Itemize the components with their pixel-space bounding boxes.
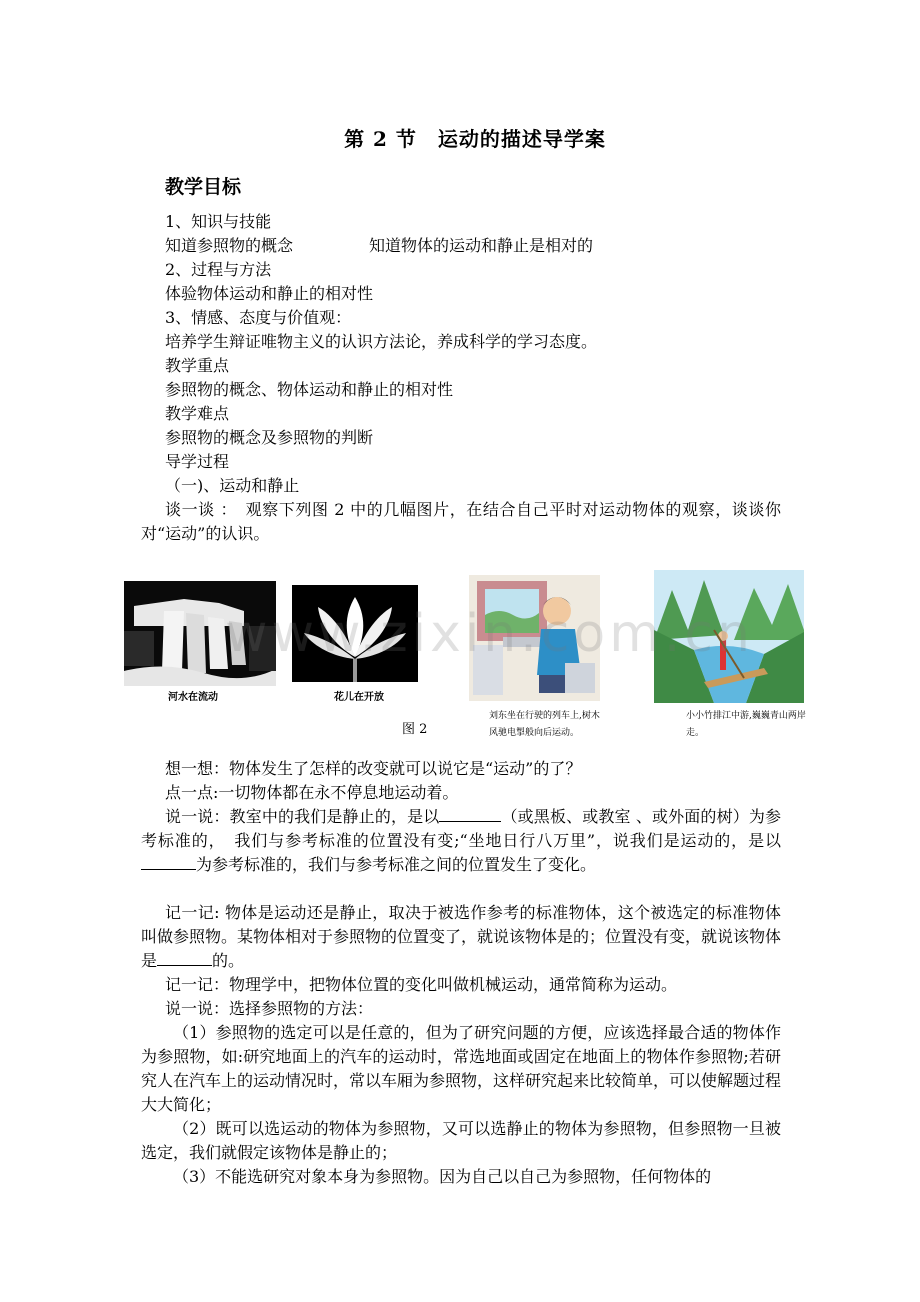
watermark: www.zixin.com.cn [225, 604, 754, 664]
page-title: 第 2 节 运动的描述导学案 [344, 127, 606, 151]
talk-paragraph: 谈一谈 ： 观察下列图 2 中的几幅图片，在结合自己平时对运动物体的观察，谈谈你对“运动”的认识。 [141, 500, 781, 543]
process-heading: 导学过程 [165, 452, 230, 471]
say1-part-b: （或黑板、或教室 、或外面的树）为参考标准的， 我们与参考标准的位置没有变;“坐地日行八万里”，说我们是运动的，是以 [141, 807, 781, 850]
note1-part-b: 的。 [212, 951, 245, 970]
flower-label: 花儿在开放 [334, 692, 384, 703]
train-label: 刘东坐在行驶的列车上,树木风驰电掣般向后运动。 [489, 711, 600, 738]
objective-3-item: 培养学生辩证唯物主义的认识方法论，养成科学的学习态度。 [165, 332, 598, 351]
raft-label: 小小竹排江中游,巍巍青山两岸走。 [686, 711, 806, 738]
point-paragraph: 点一点:一切物体都在永不停息地运动着。 [165, 783, 459, 802]
objective-1-item-b: 知道物体的运动和静止是相对的 [369, 236, 594, 255]
objective-1-item-a: 知道参照物的概念 [165, 236, 294, 255]
part-1-heading: （一)、运动和静止 [165, 476, 300, 495]
blank-1[interactable] [439, 807, 501, 822]
blank-2[interactable] [141, 855, 196, 870]
note-paragraph-2: 记一记：物理学中，把物体位置的变化叫做机械运动，通常简称为运动。 [165, 975, 678, 994]
say1-part-a: 说一说：教室中的我们是静止的，是以 [165, 807, 440, 826]
objective-3-heading: 3、情感、态度与价值观： [165, 308, 352, 327]
method-1-paragraph: （1）参照物的选定可以是任意的，但为了研究问题的方便，应该选择最合适的物体作为参照物，如:研究地面上的汽车的运动时，常选地面或固定在地面上的物体作参照物;若研究人在汽车上的运动情况时，常以车厢为参照物，这样研究起来比较简单，可以使解题过程大大简化； [141, 1023, 782, 1114]
objective-2-item: 体验物体运动和静止的相对性 [165, 284, 374, 303]
key-point-body: 参照物的概念、物体运动和静止的相对性 [165, 380, 454, 399]
objective-2-heading: 2、过程与方法 [165, 260, 272, 279]
say1-part-c: 为参考标准的，我们与参考标准之间的位置发生了变化。 [196, 855, 597, 874]
figure-caption: 图 2 [402, 722, 428, 737]
say-paragraph-2: 说一说：选择参照物的方法： [165, 999, 374, 1018]
waterfall-label: 河水在流动 [168, 692, 218, 703]
key-point-heading: 教学重点 [165, 356, 230, 375]
note1-part-a: 记一记: 物体是运动还是静止，取决于被选作参考的标准物体，这个被选定的标准物体叫做参照物。某物体相对于参照物的位置变了，就说该物体是的；位置没有变，就说该物体是 [141, 903, 782, 970]
note-paragraph-1 [141, 901, 781, 973]
objective-1-heading: 1、知识与技能 [165, 212, 272, 231]
difficulty-heading: 教学难点 [165, 404, 230, 423]
say-paragraph-1 [141, 805, 781, 877]
blank-3[interactable] [157, 951, 212, 966]
difficulty-body: 参照物的概念及参照物的判断 [165, 428, 374, 447]
method-2-paragraph: （2）既可以选运动的物体为参照物，又可以选静止的物体为参照物，但参照物一旦被选定，我们就假定该物体是静止的； [141, 1119, 781, 1162]
section-heading-objectives: 教学目标 [165, 176, 242, 198]
method-3-paragraph: （3）不能选研究对象本身为参照物。因为自己以自己为参照物，任何物体的 [173, 1167, 712, 1186]
think-paragraph: 想一想：物体发生了怎样的改变就可以说它是“运动”的了？ [165, 759, 582, 778]
